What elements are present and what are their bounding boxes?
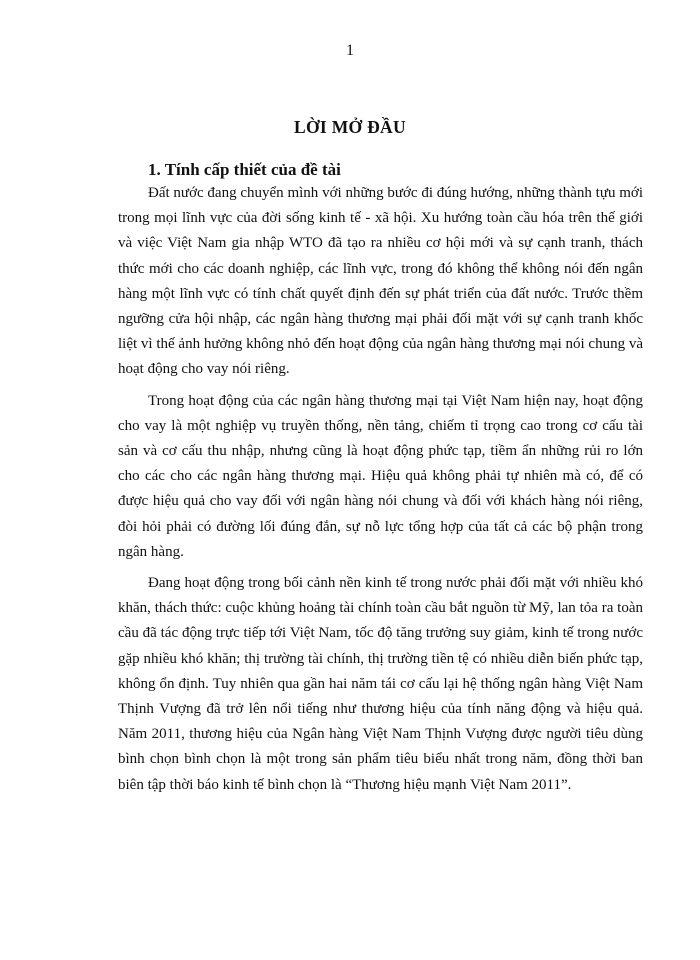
- document-title: LỜI MỞ ĐẦU: [294, 117, 406, 137]
- section-heading: 1. Tính cấp thiết của đề tài: [148, 160, 341, 179]
- paragraph: Đang hoạt động trong bối cảnh nền kinh tế trong nước phải đối mặt với nhiều khó khăn, thách thức: cuộc khủng hoảng tài chính toàn cầu bắt nguồn từ Mỹ, lan tỏa ra toàn cầu đã tác động trực tiếp tới Việt Nam, tốc độ tăng trưởng suy giảm, kinh tế trong nước gặp nhiều khó khăn; thị trường tài chính, thị trường tiền tệ có nhiều diễn biến phức tạp, không ổn định. Tuy nhiên qua gần hai năm tái cơ cấu lại hệ thống ngân hàng Việt Nam Thịnh Vượng đã trở lên nổi tiếng như thương hiệu của tính năng động và hiệu quả. Năm 2011, thương hiệu của Ngân hàng Việt Nam Thịnh Vượng được người tiêu dùng bình chọn bình chọn là một trong sản phẩm tiêu biểu nhất trong năm, đồng thời ban biên tập thời báo kinh tế bình chọn là “Thương hiệu mạnh Việt Nam 2011”.: [118, 575, 643, 793]
- page-number: 1: [346, 42, 354, 59]
- paragraph: Đất nước đang chuyển mình với những bước đi đúng hướng, những thành tựu mới trong mọi lĩnh vực của đời sống kinh tế - xã hội. Xu hướng toàn cầu hóa trên thế giới và việc Việt Nam gia nhập WTO đã tạo ra nhiều cơ hội mới và sự cạnh tranh, thách thức mới cho các doanh nghiệp, các lĩnh vực, trong đó không thể không nói đến ngân hàng một lĩnh vực có tính chất quyết định đến sự phát triển của đất nước. Trước thềm ngưỡng cửa hội nhập, các ngân hàng thương mại phải đối mặt với sự cạnh tranh khốc liệt vì thế ảnh hưởng không nhỏ đến hoạt động của ngân hàng thương mại nói chung và hoạt động cho vay nói riêng.: [118, 185, 643, 378]
- paragraph: Trong hoạt động của các ngân hàng thương mại tại Việt Nam hiện nay, hoạt động cho vay là một nghiệp vụ truyền thống, nền tảng, chiếm tỉ trọng cao trong cơ cấu tài sản và cơ cấu thu nhập, nhưng cũng là hoạt động phức tạp, tiềm ẩn những rủi ro lớn cho các cho các ngân hàng thương mại. Hiệu quả không phải tự nhiên mà có, để có được hiệu quả cho vay đối với ngân hàng nói chung và đối với khách hàng nói riêng, đòi hỏi phải có đường lối đúng đắn, sự nỗ lực tổng hợp của tất cả các bộ phận trong ngân hàng.: [118, 392, 643, 560]
- body-text: [118, 181, 643, 804]
